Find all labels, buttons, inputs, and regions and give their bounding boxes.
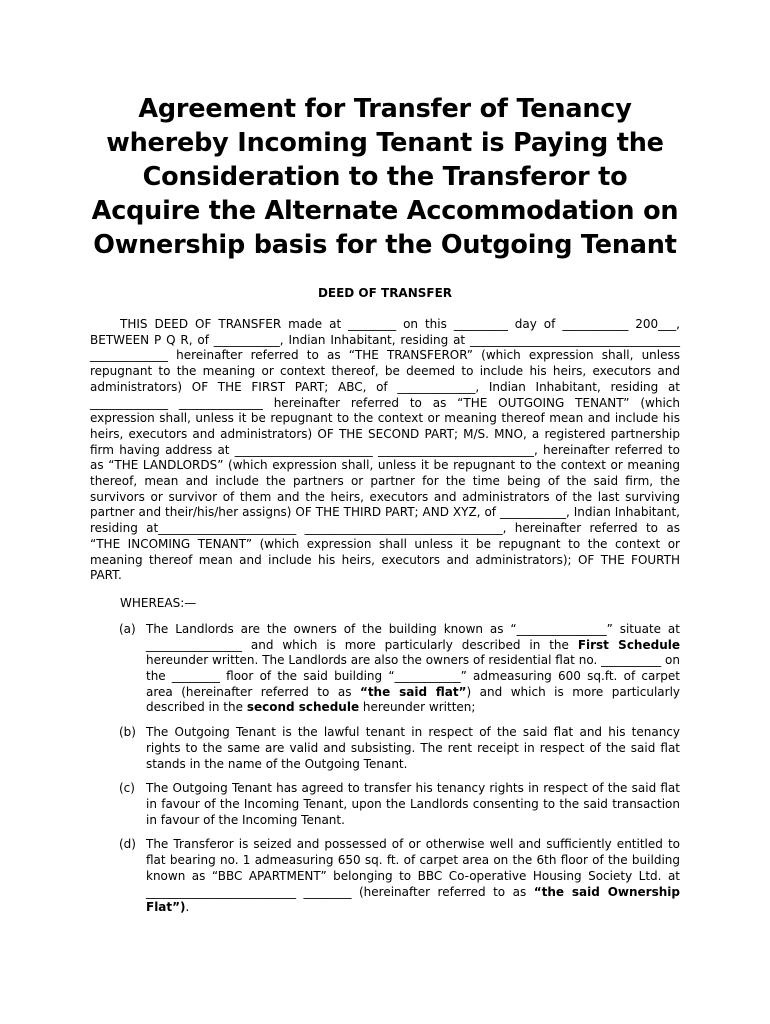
recital-text-part: The Transferor is seized and possessed of or otherwise well and sufficiently entitled to flat bearing no. 1 admeasuring 650 sq. ft. of carpet area on the 6th floor of the building known as “BBC APARTMENT” belonging to BBC Co-operative Housing Society Ltd. at _________________________ ________ (hereinafter referred to as: [146, 837, 680, 899]
recital-item: [90, 837, 680, 916]
title-line: Ownership basis for the Outgoing Tenant: [93, 230, 677, 260]
recital-text-part: The Landlords are the owners of the building known as “_______________” situate at ________________ and which is more particularly described in the: [146, 621, 680, 652]
recital-text-part: hereunder written;: [359, 700, 476, 715]
recital-text: [146, 622, 680, 716]
recital-label: (c): [119, 781, 135, 796]
whereas-label: WHEREAS:—: [120, 595, 197, 610]
recital-text-part: .: [185, 900, 190, 915]
recital-text: The Outgoing Tenant has agreed to transfer his tenancy rights in respect of the said flat in favour of the Incoming Tenant, upon the Landlords consenting to the said transaction in favour of the Incoming Tenant.: [146, 781, 680, 827]
recital-bold-part: “the said flat”: [359, 684, 467, 699]
recital-text: The Outgoing Tenant is the lawful tenant in respect of the said flat and his tenancy rights to the same are valid and subsisting. The rent receipt in respect of the said flat stands in the name of the Outgoing Tenant.: [146, 725, 680, 771]
title-line: whereby Incoming Tenant is Paying the: [106, 128, 664, 158]
recitals-list: [90, 622, 680, 916]
recital-bold-part: second schedule: [246, 700, 360, 715]
title-line: Acquire the Alternate Accommodation on: [91, 196, 679, 226]
recital-item: [90, 725, 680, 772]
recital-label: (b): [119, 725, 136, 740]
title-line: Consideration to the Transferor to: [142, 162, 628, 192]
recital-label: (d): [119, 837, 136, 852]
recital-text-part: hereunder written. The Landlords are also the owners of residential flat no. __________ on the ________ floor of the said building “___________” admeasuring 600 sq.ft. of carpet area (hereinafter referred to as: [146, 653, 680, 699]
recital-item: [90, 622, 680, 716]
recital-label: (a): [119, 621, 136, 636]
document-title: [84, 92, 686, 262]
preamble-paragraph: THIS DEED OF TRANSFER made at ________ on this _________ day of ___________ 200___, BETWEEN P Q R, of ___________, Indian Inhabitant, residing at ___________________________________ _____________ hereinafter referred to as “THE TRANSFEROR” (which expression shall, unless repugnant to the meaning or context thereof, be deemed to include his heirs, executors and administrators) OF THE FIRST PART; ABC, of _____________, Indian Inhabitant, residing at _____________ ______________ hereinafter referred to as “THE OUTGOING TENANT” (which expression shall, unless it be repugnant to the context or meaning thereof mean and include his heirs, executors and administrators) OF THE SECOND PART; M/S. MNO, a registered partnership firm having address at _______________________ __________________________, hereinafter referred to as “THE LANDLORDS” (which expression shall, unless it be repugnant to the context or meaning thereof, mean and include the partners or partner for the time being of the said firm, the survivors or survivor of them and the heirs, executors and administrators of the last surviving partner and their/his/her assigns) OF THE THIRD PART; AND XYZ, of ___________, Indian Inhabitant, residing at_______________________ _________________________________, hereinafter referred to as “THE INCOMING TENANT” (which expression shall unless it be repugnant to the context or meaning thereof mean and include his heirs, executors and administrators); OF THE FOURTH PART.: [90, 317, 680, 583]
recital-bold-part: “the said Ownership Flat”): [146, 884, 680, 915]
recital-bold-part: First Schedule: [577, 637, 680, 652]
recital-text: [146, 837, 680, 916]
recital-text-part: ) and which is more particularly described in the: [146, 684, 680, 715]
title-line: Agreement for Transfer of Tenancy: [138, 94, 632, 124]
section-heading: DEED OF TRANSFER: [317, 286, 453, 300]
recital-item: [90, 781, 680, 828]
